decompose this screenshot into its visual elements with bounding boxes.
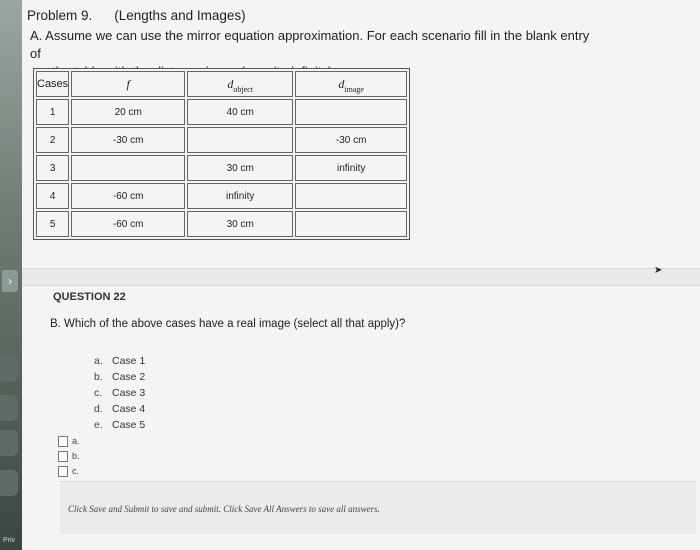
answer-checkbox[interactable] xyxy=(58,436,68,447)
cell-case: 1 xyxy=(36,99,69,125)
table-header-row xyxy=(36,71,407,97)
table-row xyxy=(36,99,407,125)
cell-d-object xyxy=(187,127,293,153)
answer-checkboxes xyxy=(58,434,80,479)
mirror-table xyxy=(33,68,410,240)
cell-d-object: 30 cm xyxy=(187,155,293,181)
cell-d-image xyxy=(295,211,407,237)
option-letter: d. xyxy=(94,403,103,415)
cell-case: 4 xyxy=(36,183,69,209)
option-letter: e. xyxy=(94,419,103,431)
cell-f xyxy=(71,155,185,181)
answer-label: b. xyxy=(72,451,80,461)
sidebar-tab[interactable] xyxy=(0,430,18,456)
cell-f: -60 cm xyxy=(71,183,185,209)
options-list xyxy=(94,353,145,433)
cell-case: 5 xyxy=(36,211,69,237)
problem-topic: (Lengths and Images) xyxy=(114,8,246,23)
cell-d-image: -30 cm xyxy=(295,127,407,153)
d-object-symbol: d xyxy=(227,76,234,91)
cell-d-image: infinity xyxy=(295,155,407,181)
sidebar-tab[interactable] xyxy=(0,470,18,496)
answer-choice[interactable] xyxy=(58,449,80,464)
mouse-cursor-icon: ➤ xyxy=(654,265,663,276)
table-row xyxy=(36,127,407,153)
option-label: Case 5 xyxy=(112,419,146,431)
header-d-object xyxy=(187,71,293,97)
d-object-subscript: object xyxy=(233,84,253,94)
problem-title xyxy=(27,8,268,23)
option-label: Case 4 xyxy=(112,403,146,415)
answer-checkbox[interactable] xyxy=(58,466,68,477)
answer-label: c. xyxy=(72,466,80,476)
option-letter: b. xyxy=(94,371,103,383)
question-divider xyxy=(22,268,700,286)
answer-label: a. xyxy=(72,436,80,446)
header-d-image xyxy=(295,71,407,97)
cell-f: 20 cm xyxy=(71,99,185,125)
option-item xyxy=(94,417,145,433)
option-item xyxy=(94,401,145,417)
expand-arrow-icon[interactable]: › xyxy=(2,270,18,292)
footer-bar xyxy=(60,481,696,534)
table-row xyxy=(36,211,407,237)
option-label: Case 1 xyxy=(112,355,146,367)
option-label: Case 2 xyxy=(112,371,146,383)
instruction-line-1: A. Assume we can use the mirror equation approximation. For each scenario fill in the blank entry of xyxy=(30,28,590,61)
left-sidebar-strip xyxy=(0,0,22,550)
cell-case: 3 xyxy=(36,155,69,181)
cell-d-image xyxy=(295,99,407,125)
header-cases: Cases xyxy=(36,71,69,97)
cell-case: 2 xyxy=(36,127,69,153)
cell-f: -60 cm xyxy=(71,211,185,237)
header-f: f xyxy=(71,71,185,97)
option-letter: a. xyxy=(94,355,103,367)
option-item xyxy=(94,385,145,401)
cell-d-object: infinity xyxy=(187,183,293,209)
footer-instruction: Click Save and Submit to save and submit. Click Save All Answers to save all answers. xyxy=(68,504,380,514)
answer-checkbox[interactable] xyxy=(58,451,68,462)
cell-d-image xyxy=(295,183,407,209)
cell-d-object: 40 cm xyxy=(187,99,293,125)
table-row xyxy=(36,155,407,181)
sidebar-tab[interactable] xyxy=(0,395,18,421)
option-letter: c. xyxy=(94,387,103,399)
question-number: QUESTION 22 xyxy=(53,291,126,303)
cell-f: -30 cm xyxy=(71,127,185,153)
answer-choice[interactable] xyxy=(58,464,80,479)
sidebar-tab[interactable] xyxy=(0,355,18,381)
table-row xyxy=(36,183,407,209)
cell-d-object: 30 cm xyxy=(187,211,293,237)
problem-number: Problem 9. xyxy=(27,8,93,23)
option-item xyxy=(94,369,145,385)
option-label: Case 3 xyxy=(112,387,146,399)
privacy-label: Priv xyxy=(3,537,16,544)
d-image-symbol: d xyxy=(338,76,345,91)
answer-choice[interactable] xyxy=(58,434,80,449)
option-item xyxy=(94,353,145,369)
question-text: B. Which of the above cases have a real image (select all that apply)? xyxy=(50,318,406,330)
d-image-subscript: image xyxy=(344,84,364,94)
